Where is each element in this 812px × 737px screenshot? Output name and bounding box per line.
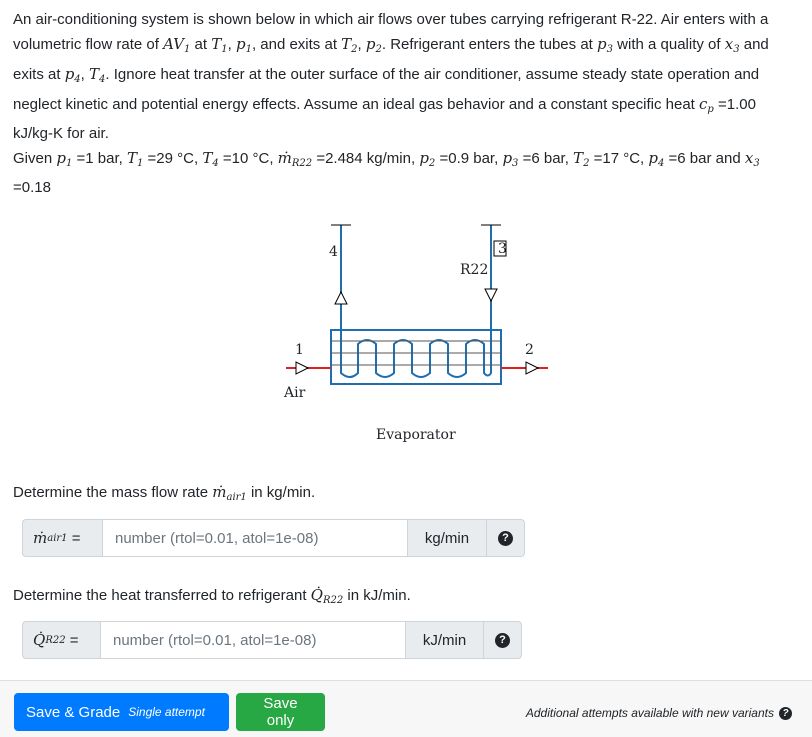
qr22-input-group <box>22 621 522 659</box>
qr22-input[interactable] <box>100 621 406 659</box>
r22-label: R22 <box>460 262 489 278</box>
question-1-text: Determine the mass flow rate ṁ$_{air1}$ in kg/min. <box>13 483 316 503</box>
help-icon[interactable]: ? <box>779 707 792 720</box>
save-only-button[interactable]: Save only <box>236 693 325 731</box>
submission-footer <box>0 680 812 737</box>
attempts-note: Additional attempts available with new variants ? <box>526 706 792 720</box>
mair1-label: ṁ air1 = <box>22 519 102 557</box>
evaporator-diagram <box>270 213 570 458</box>
save-and-grade-button[interactable]: Save & Grade Single attempt <box>14 693 229 731</box>
qr22-label: Q̇ R22 = <box>22 621 100 659</box>
state-3-label: 3 <box>498 241 507 257</box>
mair1-input[interactable] <box>102 519 408 557</box>
state-4-label: 4 <box>329 244 338 260</box>
problem-statement: An air-conditioning system is shown below in which air flows over tubes carrying refrigerant R-22. Air enters with a volumetric flow rate of $AV_1$ at $T_1$, $p_1$, and exits at $T_2$, $p_2$. Refrigerant enters the tubes at $p_3$ with a quality of $x_3$ and exits at $p_4$, $T_4$. Ignore heat transfer at the outer surface of the air conditioner, assume steady state operation and neglect kinetic and potential energy effects. Assume an ideal gas behavior and a constant specific heat $c_p =1.00$ kJ/kg-K for air. <box>13 11 769 142</box>
qr22-help-button[interactable] <box>484 621 522 659</box>
given-values: Given $p_1 =1$ bar, $T_1 =29$ °C, $T_4 =10$ °C, ṁ$_{R22}$ =2.484 kg/min, $p_2 =0.9$ bar, $p_3 =6$ bar, $T_2 =17$ °C, $p_4 =6$ bar and $x_3 =0.18$ <box>13 149 760 196</box>
state-2-label: 2 <box>525 342 534 358</box>
air-label: Air <box>284 385 306 401</box>
question-2-text: Determine the heat transferred to refrigerant $Q̇_{R22}$ in kJ/min. <box>13 586 411 606</box>
qr22-unit: kJ/min <box>406 621 484 659</box>
help-icon: ? <box>495 633 510 648</box>
mair1-unit: kg/min <box>408 519 487 557</box>
state-1-label: 1 <box>295 342 304 358</box>
evaporator-label: Evaporator <box>376 427 456 443</box>
mair1-help-button[interactable] <box>487 519 525 557</box>
help-icon: ? <box>498 531 513 546</box>
mair1-input-group <box>22 519 525 557</box>
